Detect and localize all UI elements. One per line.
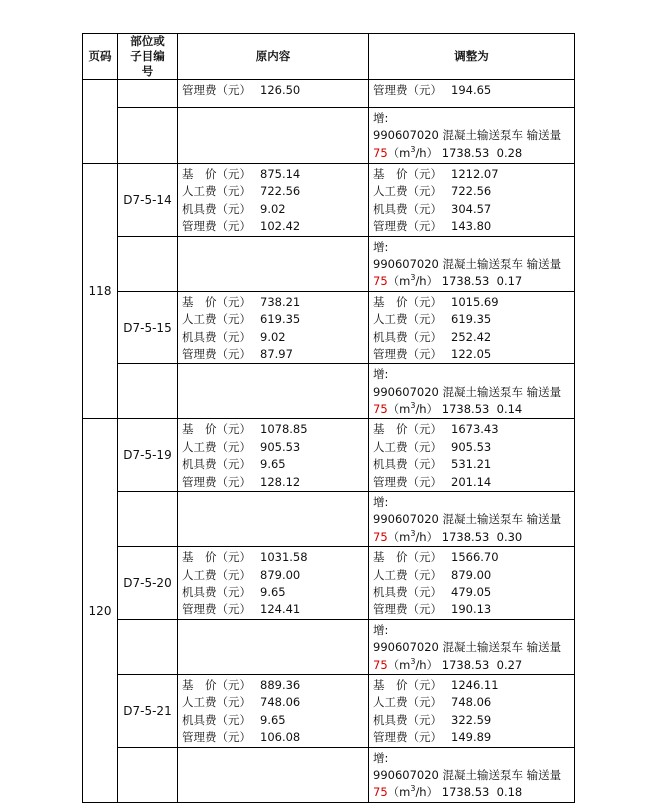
mgmt-line: 管理费（元） 149.89	[373, 730, 492, 745]
mach-line: 机具费（元） 322.59	[373, 712, 492, 727]
mgmt-line: 管理费（元） 128.12	[182, 474, 301, 489]
table-row	[83, 164, 575, 237]
table-row	[83, 80, 575, 108]
table-row	[83, 674, 575, 747]
add-line: 990607020 混凝土输送泵车 输送量	[373, 767, 562, 782]
labor-line: 人工费（元） 905.53	[373, 439, 492, 454]
adj-mgmt-value: 190.13	[451, 602, 492, 617]
item-code: D7-5-19	[118, 419, 178, 492]
table-row	[83, 419, 575, 492]
orig-mach-value: 9.02	[260, 201, 286, 216]
orig-mach-value: 9.65	[260, 457, 286, 472]
header-page: 页码	[83, 34, 118, 80]
adj-mach-value: 531.21	[451, 457, 492, 472]
add-qty: 0.28	[496, 145, 523, 160]
mgmt-line: 管理费（元） 122.05	[373, 346, 492, 361]
orig-mgmt-value: 128.12	[260, 474, 301, 489]
mgmt-line: 管理费（元） 106.08	[182, 730, 301, 745]
adjusted-cell	[369, 547, 575, 620]
add-line: 990607020 混凝土输送泵车 输送量	[373, 128, 562, 143]
adjusted-cell: 增: 990607020 混凝土输送泵车 输送量 $75(m^3/h)$ 1738.53 0.28	[369, 108, 575, 164]
adj-mach-value: 479.05	[451, 584, 492, 599]
base-line: 基 价（元） 1031.58	[182, 550, 308, 565]
code-cell	[118, 80, 178, 108]
add-title: 增:	[373, 495, 389, 510]
add-line: 990607020 混凝土输送泵车 输送量	[373, 512, 562, 527]
base-line: 基 价（元） 889.36	[182, 677, 301, 692]
original-cell	[178, 747, 369, 802]
mach-line: 机具费（元） 9.02	[182, 201, 286, 216]
orig-mgmt-value: 102.42	[260, 219, 301, 234]
adj-mgmt-value: 143.80	[451, 219, 492, 234]
add-qty: 0.17	[496, 274, 523, 289]
orig-base-value: 1031.58	[260, 550, 308, 565]
header-adjusted: 调整为	[369, 34, 575, 80]
original-cell	[178, 364, 369, 419]
base-line: 基 价（元） 875.14	[182, 167, 301, 181]
orig-base-value: 875.14	[260, 167, 301, 181]
original-cell	[178, 291, 369, 364]
base-line: 基 价（元） 738.21	[182, 294, 301, 309]
adjusted-cell: 增: 990607020 混凝土输送泵车 输送量 $75(m^3/h)$ 1738.53 0.14	[369, 364, 575, 419]
adj-base-value: 1212.07	[451, 167, 499, 181]
header-part: 部位或子目编号	[118, 34, 178, 80]
mach-line: 机具费（元） 9.02	[182, 329, 286, 344]
mgmt-line: 管理费（元） 190.13	[373, 602, 492, 617]
code-cell	[118, 364, 178, 419]
add-title: 增:	[373, 750, 389, 765]
labor-line: 人工费（元） 619.35	[182, 312, 301, 327]
orig-labor-value: 879.00	[260, 567, 301, 582]
adjusted-cell: 增: 990607020 混凝土输送泵车 输送量 $75(m^3/h)$ 1738.53 0.30	[369, 492, 575, 547]
adj-labor-value: 905.53	[451, 439, 492, 454]
page-number: 120	[83, 419, 118, 802]
adj-mgmt-value: 122.05	[451, 346, 492, 361]
page-cell	[83, 80, 118, 164]
original-cell	[178, 108, 369, 164]
orig-mgmt-value: 87.97	[260, 346, 293, 361]
table-row	[83, 291, 575, 364]
orig-mgmt-value: 106.08	[260, 730, 301, 745]
orig-base-value: 889.36	[260, 677, 301, 692]
adj-mach-value: 304.57	[451, 201, 492, 216]
code-cell	[118, 236, 178, 291]
adj-labor-value: 879.00	[451, 567, 492, 582]
orig-mgmt-value: 126.50	[260, 83, 301, 97]
original-cell	[178, 547, 369, 620]
mgmt-line: 管理费（元） 87.97	[182, 346, 293, 361]
add-title: 增:	[373, 111, 389, 125]
adjusted-cell: 增: 990607020 混凝土输送泵车 输送量 $75(m^3/h)$ 1738.53 0.17	[369, 236, 575, 291]
labor-line: 人工费（元） 748.06	[182, 695, 301, 710]
orig-mach-value: 9.65	[260, 584, 286, 599]
adjusted-cell: 增: 990607020 混凝土输送泵车 输送量 $75(m^3/h)$ 1738.53 0.27	[369, 619, 575, 674]
add-title: 增:	[373, 239, 389, 254]
mach-line: 机具费（元） 252.42	[373, 329, 492, 344]
base-line: 基 价（元） 1015.69	[373, 294, 499, 309]
add-line: 990607020 混凝土输送泵车 输送量	[373, 640, 562, 655]
adj-base-value: 1015.69	[451, 294, 499, 309]
adj-mach-value: 252.42	[451, 329, 492, 344]
orig-labor-value: 722.56	[260, 184, 301, 199]
adj-base-value: 1673.43	[451, 422, 499, 437]
code-cell	[118, 619, 178, 674]
original-cell	[178, 419, 369, 492]
item-code: D7-5-15	[118, 291, 178, 364]
add-line: 990607020 混凝土输送泵车 输送量	[373, 256, 562, 271]
orig-labor-value: 748.06	[260, 695, 301, 710]
item-code: D7-5-20	[118, 547, 178, 620]
code-cell	[118, 492, 178, 547]
adjusted-cell	[369, 164, 575, 237]
adj-labor-value: 722.56	[451, 184, 492, 199]
table-row	[83, 619, 575, 674]
add-qty: 0.27	[496, 657, 523, 672]
labor-line: 人工费（元） 879.00	[373, 567, 492, 582]
code-cell	[118, 747, 178, 802]
labor-line: 人工费（元） 748.06	[373, 695, 492, 710]
adjusted-cell: 管理费（元） 194.65	[369, 80, 575, 108]
code-cell	[118, 108, 178, 164]
mach-line: 机具费（元） 9.65	[182, 584, 286, 599]
mgmt-line: 管理费（元） 102.42	[182, 219, 301, 234]
add-qty: 0.14	[496, 402, 523, 417]
adjusted-cell	[369, 291, 575, 364]
add-qty: 0.18	[496, 785, 523, 800]
orig-labor-value: 905.53	[260, 439, 301, 454]
orig-base-value: 1078.85	[260, 422, 308, 437]
labor-line: 人工费（元） 879.00	[182, 567, 301, 582]
mach-line: 机具费（元） 304.57	[373, 201, 492, 216]
adj-mach-value: 322.59	[451, 712, 492, 727]
add-title: 增:	[373, 367, 389, 382]
original-cell	[178, 619, 369, 674]
table-row	[83, 108, 575, 164]
add-qty: 0.30	[496, 529, 523, 544]
mach-line: 机具费（元） 9.65	[182, 712, 286, 727]
mach-line: 机具费（元） 479.05	[373, 584, 492, 599]
labor-line: 人工费（元） 905.53	[182, 439, 301, 454]
mach-line: 机具费（元） 9.65	[182, 457, 286, 472]
adj-base-value: 1566.70	[451, 550, 499, 565]
mgmt-line: 管理费（元） 124.41	[182, 602, 301, 617]
base-line: 基 价（元） 1212.07	[373, 167, 499, 181]
orig-base-value: 738.21	[260, 294, 301, 309]
labor-line: 人工费（元） 619.35	[373, 312, 492, 327]
base-line: 基 价（元） 1673.43	[373, 422, 499, 437]
orig-mach-value: 9.02	[260, 329, 286, 344]
adjusted-cell	[369, 674, 575, 747]
table-row	[83, 547, 575, 620]
add-line: 990607020 混凝土输送泵车 输送量	[373, 384, 562, 399]
adj-base-value: 1246.11	[451, 677, 499, 692]
original-cell	[178, 236, 369, 291]
table-row	[83, 492, 575, 547]
adj-mgmt-value: 194.65	[451, 83, 492, 97]
labor-line: 人工费（元） 722.56	[182, 184, 301, 199]
base-line: 基 价（元） 1246.11	[373, 677, 499, 692]
page-number: 118	[83, 164, 118, 419]
add-title: 增:	[373, 622, 389, 637]
table-row	[83, 364, 575, 419]
item-code: D7-5-21	[118, 674, 178, 747]
adj-mgmt-value: 201.14	[451, 474, 492, 489]
base-line: 基 价（元） 1078.85	[182, 422, 308, 437]
table-header-row	[83, 34, 575, 80]
original-cell	[178, 164, 369, 237]
original-cell	[178, 492, 369, 547]
original-cell	[178, 674, 369, 747]
original-cell: 管理费（元） 126.50	[178, 80, 369, 108]
table-row	[83, 236, 575, 291]
header-original: 原内容	[178, 34, 369, 80]
mgmt-line: 管理费（元） 143.80	[373, 219, 492, 234]
labor-line: 人工费（元） 722.56	[373, 184, 492, 199]
adj-labor-value: 748.06	[451, 695, 492, 710]
mgmt-line: 管理费（元） 201.14	[373, 474, 492, 489]
item-code: D7-5-14	[118, 164, 178, 237]
adj-mgmt-value: 149.89	[451, 730, 492, 745]
orig-mach-value: 9.65	[260, 712, 286, 727]
table-body	[83, 80, 575, 803]
base-line: 基 价（元） 1566.70	[373, 550, 499, 565]
mach-line: 机具费（元） 531.21	[373, 457, 492, 472]
adjustment-table	[82, 33, 575, 803]
adjusted-cell	[369, 419, 575, 492]
adjusted-cell: 增: 990607020 混凝土输送泵车 输送量 $75(m^3/h)$ 1738.53 0.18	[369, 747, 575, 802]
table-row	[83, 747, 575, 802]
orig-mgmt-value: 124.41	[260, 602, 301, 617]
orig-labor-value: 619.35	[260, 312, 301, 327]
adj-labor-value: 619.35	[451, 312, 492, 327]
